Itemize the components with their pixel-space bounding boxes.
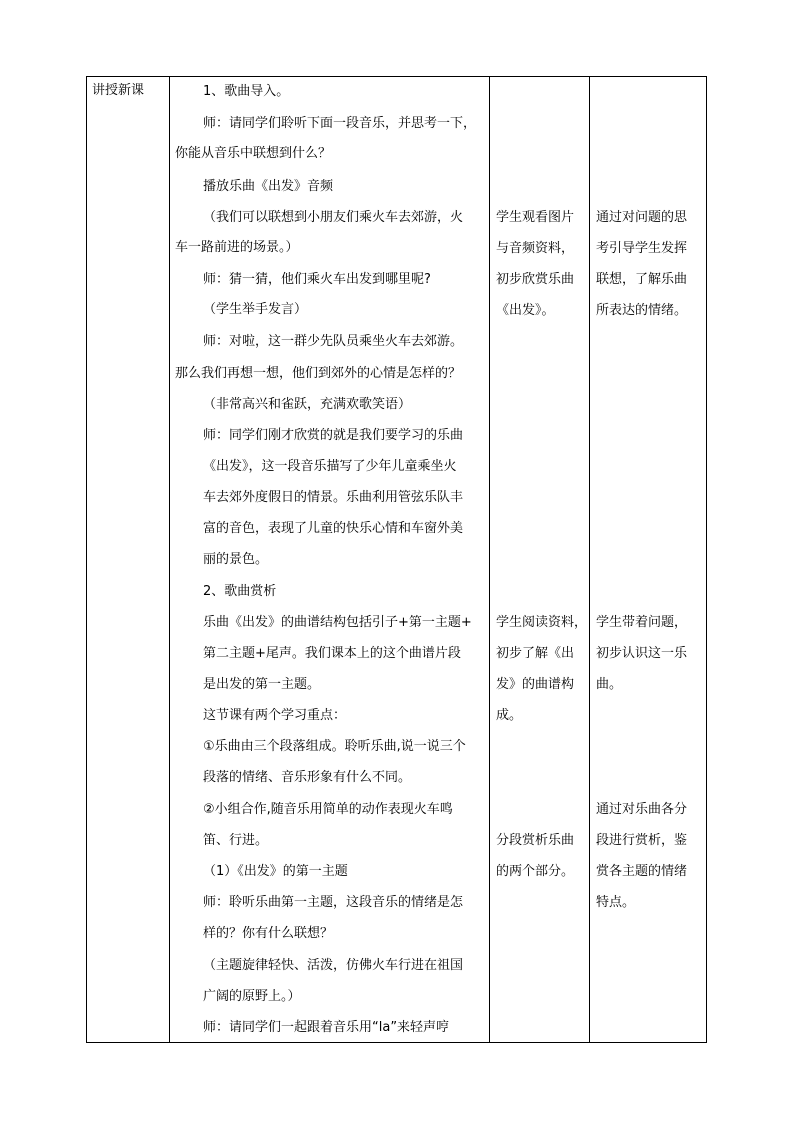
content-line: （非常高兴和雀跃，充满欢歌笑语） — [203, 397, 412, 412]
content-line: （主题旋律轻快、活泼，仿佛火车行进在祖国 — [203, 958, 464, 973]
content-line: 段落的情绪、音乐形象有什么不同。 — [203, 770, 412, 785]
content-line: ②小组合作,随音乐用简单的动作表现火车鸣 — [203, 802, 453, 817]
design-intent-line: 所表达的情绪。 — [596, 303, 688, 318]
content-line: 样的？你有什么联想？ — [203, 926, 334, 941]
content-line: 车去郊外度假日的情景。乐曲利用管弦乐队丰 — [203, 490, 464, 505]
section-label: 讲授新课 — [92, 83, 145, 98]
content-line: 你能从音乐中联想到什么？ — [175, 146, 332, 161]
content-line: 师：请同学们聆听下面一段音乐，并思考一下， — [203, 116, 477, 131]
content-line: 师：同学们刚才欣赏的就是我们要学习的乐曲 — [203, 428, 464, 443]
design-intent-line: 考引导学生发挥 — [596, 241, 688, 256]
content-line: 《出发》，这一段音乐描写了少年儿童乘坐火 — [203, 459, 457, 474]
content-line: 第二主题+尾声。我们课本上的这个曲谱片段 — [203, 646, 461, 661]
column-divider — [489, 77, 490, 1042]
student-activity-line: 学生阅读资料， — [496, 615, 588, 630]
student-activity-line: 分段赏析乐曲 — [496, 833, 575, 848]
design-intent-line: 联想，了解乐曲 — [596, 272, 688, 287]
design-intent-line: 赏各主题的情绪 — [596, 864, 688, 879]
content-line: 2、歌曲赏析 — [203, 584, 277, 599]
content-line: 这节课有两个学习重点： — [203, 708, 347, 723]
content-line: 师：对啦，这一群少先队员乘坐火车去郊游。 — [203, 334, 464, 349]
column-divider — [589, 77, 590, 1042]
student-activity-line: 的两个部分。 — [496, 864, 575, 879]
content-line: 乐曲《出发》的曲谱结构包括引子+第一主题+ — [203, 615, 472, 630]
content-line: ①乐曲由三个段落组成。聆听乐曲,说一说三个 — [203, 739, 466, 754]
student-activity-line: 成。 — [496, 708, 523, 723]
content-line: 师：请同学们一起跟着音乐用“la”来轻声哼 — [203, 1020, 450, 1035]
content-line: 播放乐曲《出发》音频 — [203, 179, 334, 194]
content-line: （1）《出发》的第一主题 — [203, 864, 348, 879]
student-activity-line: 初步了解《出 — [496, 646, 575, 661]
design-intent-line: 通过对乐曲各分 — [596, 802, 688, 817]
content-line: 师：聆听乐曲第一主题，这段音乐的情绪是怎 — [203, 895, 464, 910]
design-intent-line: 学生带着问题， — [596, 615, 688, 630]
student-activity-line: 初步欣赏乐曲 — [496, 272, 575, 287]
content-line: 富的音色，表现了儿童的快乐心情和车窗外美 — [203, 521, 464, 536]
design-intent-line: 通过对问题的思 — [596, 210, 688, 225]
student-activity-line: 学生观看图片 — [496, 210, 575, 225]
design-intent-line: 曲。 — [596, 677, 623, 692]
content-line: 师：猜一猜，他们乘火车出发到哪里呢? — [203, 272, 431, 287]
content-line: 丽的景色。 — [203, 552, 269, 567]
design-intent-line: 初步认识这一乐 — [596, 646, 688, 661]
content-line: 是出发的第一主题。 — [203, 677, 321, 692]
content-line: （学生举手发言） — [203, 302, 308, 317]
student-activity-line: 发》的曲谱构 — [496, 677, 575, 692]
design-intent-line: 段进行赏析，鉴 — [596, 833, 688, 848]
student-activity-line: 《出发》。 — [496, 303, 555, 318]
column-divider — [169, 77, 170, 1042]
content-line: 广阔的原野上。） — [203, 989, 301, 1004]
content-line: （我们可以联想到小朋友们乘火车去郊游，火 — [203, 210, 464, 225]
content-line: 笛、行进。 — [203, 833, 269, 848]
content-line: 车一路前进的场景。） — [175, 240, 299, 255]
student-activity-line: 与音频资料， — [496, 241, 575, 256]
design-intent-line: 特点。 — [596, 895, 636, 910]
content-line: 那么我们再想一想，他们到郊外的心情是怎样的？ — [175, 366, 462, 381]
content-line: 1、歌曲导入。 — [203, 84, 290, 99]
